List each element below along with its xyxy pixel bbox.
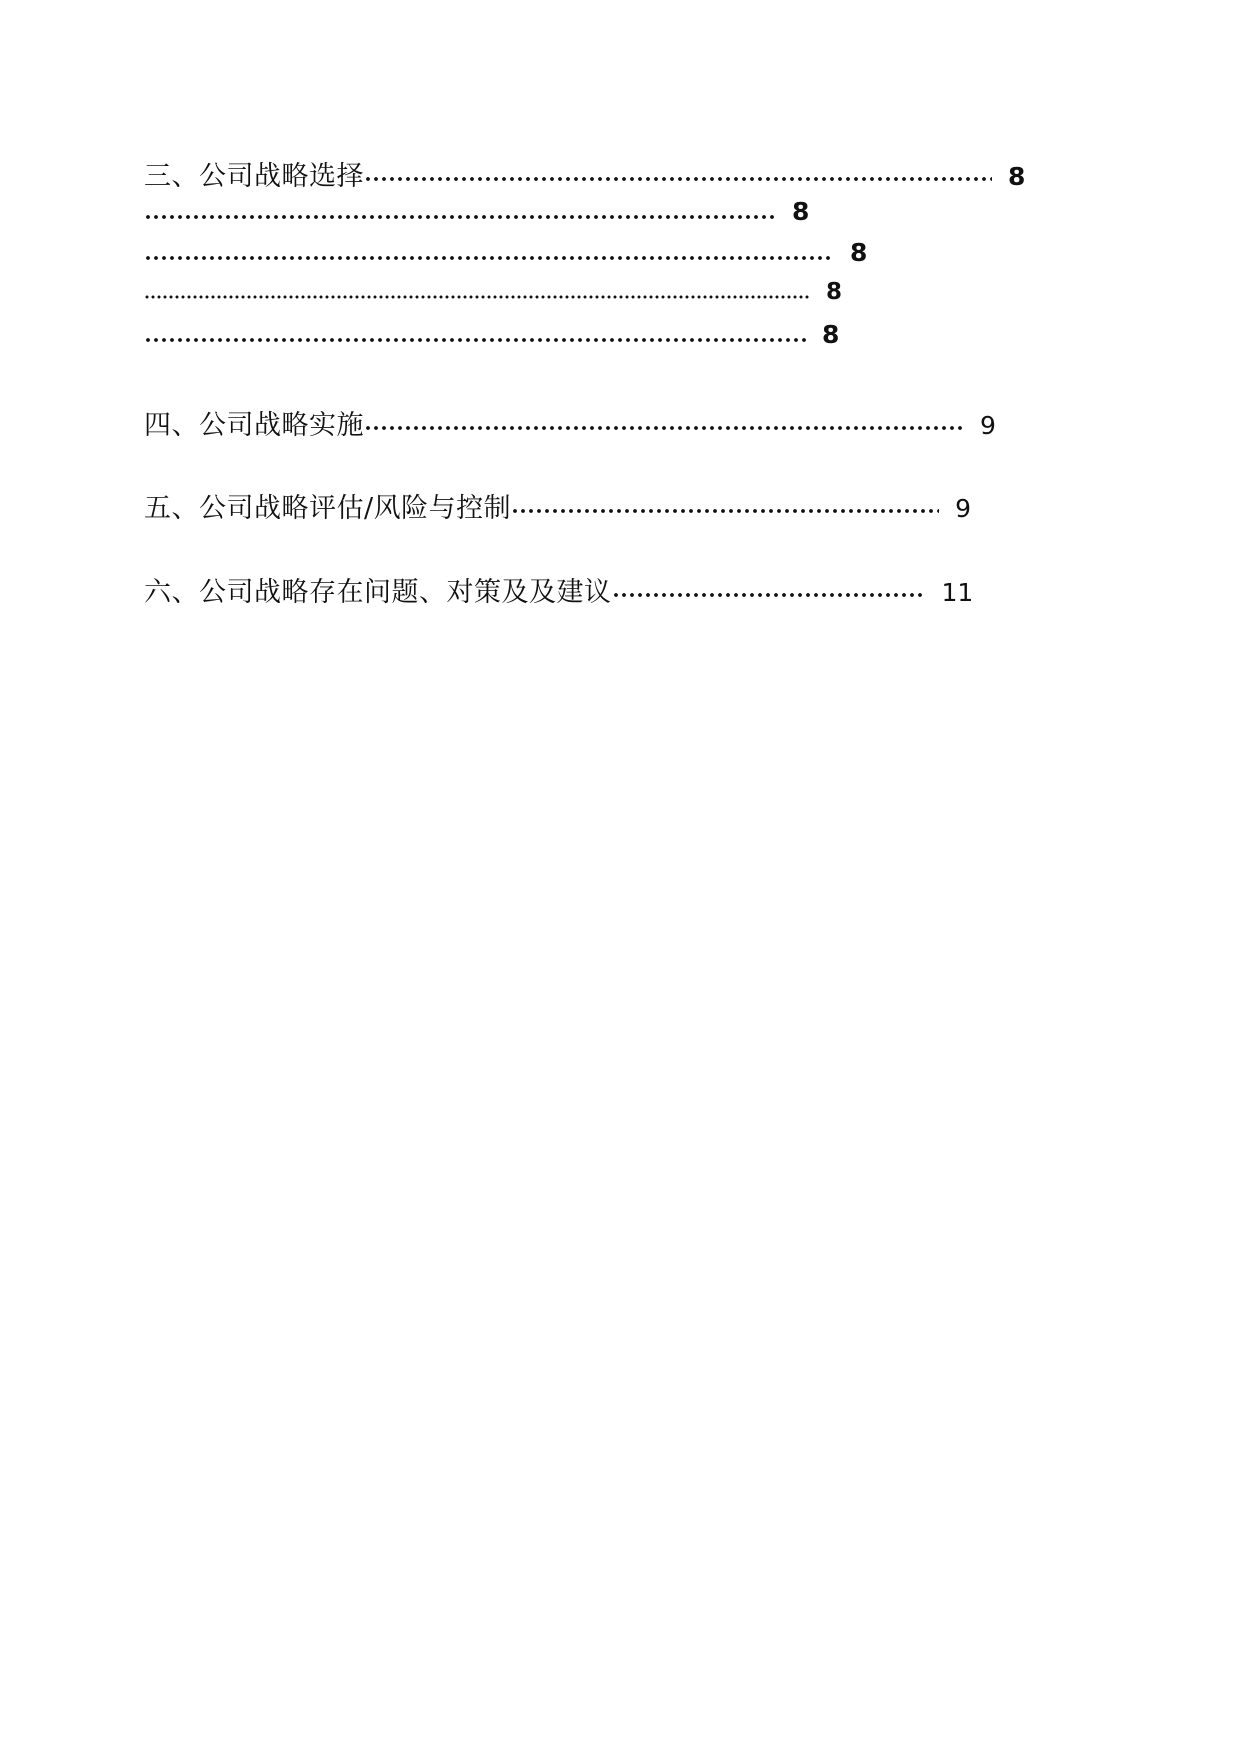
- toc-entry-title: 四、公司战略实施: [144, 410, 364, 441]
- toc-leader-dots: [144, 214, 776, 220]
- toc-leader-dots: [364, 176, 992, 182]
- toc-entry-page-number: 8: [822, 320, 840, 349]
- toc-entry-page-number: 9: [955, 494, 972, 523]
- toc-entry[interactable]: [144, 403, 996, 442]
- toc-leader-dots: [144, 337, 806, 343]
- toc-entry-page-number: 9: [980, 411, 996, 440]
- toc-entry[interactable]: [144, 570, 973, 609]
- toc-entry-title: 五、公司战略评估/风险与控制: [144, 493, 512, 524]
- toc-subentry[interactable]: [144, 238, 867, 267]
- toc-entry-page-number: 8: [826, 279, 843, 305]
- toc-leader-dots: [144, 255, 834, 261]
- toc-subentry[interactable]: [144, 279, 842, 305]
- toc-entry-title: 三、公司战略选择: [144, 161, 364, 192]
- toc-entry-title: 六、公司战略存在问题、对策及及建议: [144, 577, 612, 608]
- toc-entry-page-number: 8: [792, 197, 810, 226]
- toc-entry-page-number: 8: [1008, 162, 1026, 191]
- toc-entry-page-number: 8: [850, 238, 868, 267]
- toc-subentry[interactable]: [144, 197, 809, 226]
- toc-subentry[interactable]: [144, 320, 839, 349]
- toc-entry[interactable]: [144, 486, 971, 525]
- toc-leader-dots: [511, 508, 939, 514]
- toc-entry[interactable]: [144, 154, 1025, 193]
- toc-entry-page-number: 11: [941, 578, 974, 607]
- toc-leader-dots: [364, 425, 964, 431]
- toc-leader-dots: [144, 294, 810, 300]
- toc-leader-dots: [612, 592, 926, 598]
